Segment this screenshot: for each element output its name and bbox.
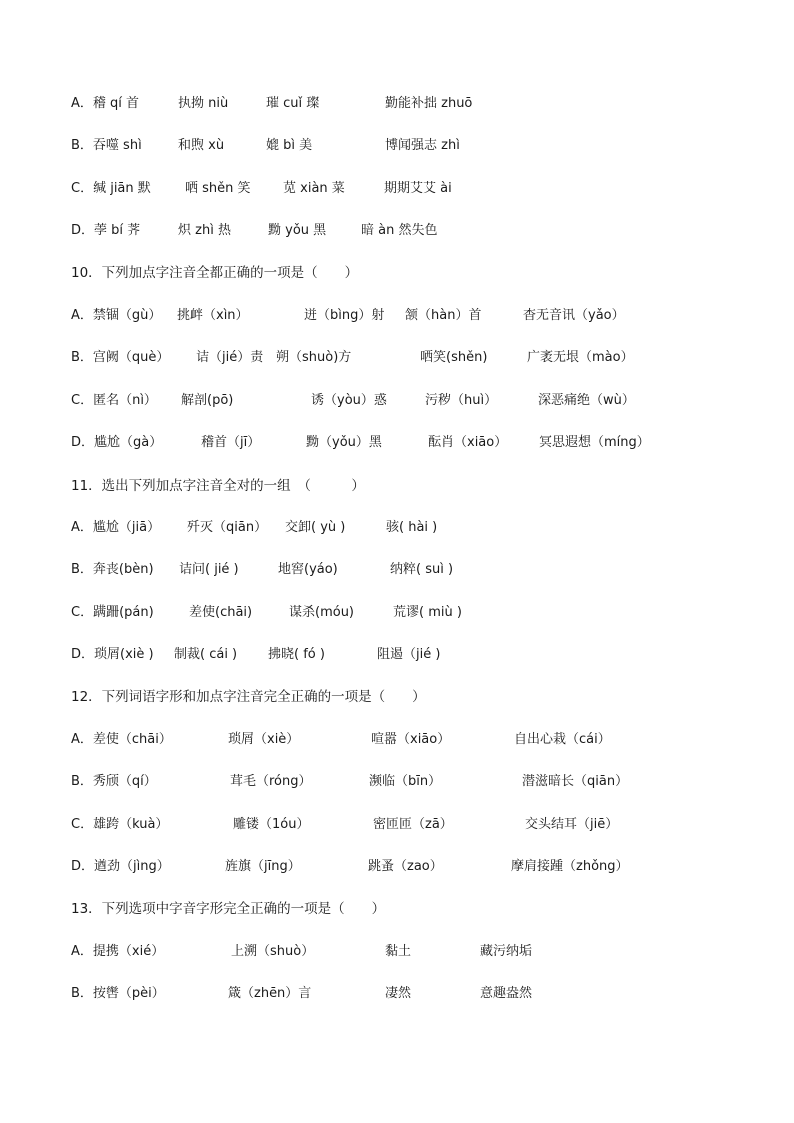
option-term: 勤能补拙 zhuō xyxy=(385,96,473,111)
option-term: 媲 bì 美 xyxy=(266,138,313,153)
option-term: 琐屑（xiè） xyxy=(228,732,300,747)
option-first-term: D．遒劲（jìng） xyxy=(71,859,170,874)
option-first-term: C．蹒跚(pán) xyxy=(71,605,154,620)
option-term: 杳无音讯（yǎo） xyxy=(523,308,625,323)
option-term: 交头结耳（jiē） xyxy=(525,817,619,832)
option-first-term: B．吞噬 shì xyxy=(71,138,142,153)
option-term: 纳粹( suì ) xyxy=(390,562,454,577)
option-term: 冥思遐想（míng） xyxy=(539,435,650,450)
option-term: 酝肖（xiāo） xyxy=(428,435,508,450)
option-term: 朔（shuò)方 xyxy=(276,350,352,365)
option-term: 诘问( jié ) xyxy=(179,562,239,577)
option-term: 上溯（shuò） xyxy=(231,944,315,959)
option-first-term: A．稽 qí 首 xyxy=(71,96,140,111)
option-term: 交卸( yù ) xyxy=(285,520,346,535)
option-term: 意趣盎然 xyxy=(480,986,533,1001)
option-term: 深恶痛绝（wù） xyxy=(538,393,635,408)
option-first-term: C．缄 jiān 默 xyxy=(71,181,151,196)
option-term: 濒临（bīn） xyxy=(369,774,442,789)
question-stem: 13．下列选项中字音字形完全正确的一项是（ ） xyxy=(71,901,386,917)
question-stem: 10．下列加点字注音全都正确的一项是（ ） xyxy=(71,265,359,281)
option-term: 荒谬( miù ) xyxy=(393,605,462,620)
question-stem: 12．下列词语字形和加点字注音完全正确的一项是（ ） xyxy=(71,689,426,705)
option-first-term: B．秀颀（qí） xyxy=(71,774,157,789)
option-term: 旌旗（jīng） xyxy=(225,859,301,874)
option-term: 凄然 xyxy=(385,986,412,1001)
option-term: 稽首（jī） xyxy=(201,435,261,450)
option-term: 诱（yòu）惑 xyxy=(311,393,387,408)
option-first-term: D．琐屑(xiè ) xyxy=(71,647,154,662)
option-term: 哂 shěn 笑 xyxy=(185,181,251,196)
option-term: 潜滋暗长（qiān） xyxy=(522,774,629,789)
option-term: 期期艾艾 ài xyxy=(384,181,452,196)
option-term: 茸毛（róng） xyxy=(230,774,312,789)
option-term: 黝（yǒu）黑 xyxy=(306,435,382,450)
option-term: 执拗 niù xyxy=(178,96,229,111)
option-term: 黝 yǒu 黑 xyxy=(268,223,327,238)
option-first-term: C．匿名（nì） xyxy=(71,393,157,408)
option-first-term: D．尴尬（gà） xyxy=(71,435,163,450)
option-term: 雕镂（1óu） xyxy=(233,817,310,832)
option-term: 广袤无垠（mào） xyxy=(527,350,634,365)
option-term: 箴（zhēn）言 xyxy=(228,986,312,1001)
option-term: 苋 xiàn 菜 xyxy=(283,181,345,196)
option-first-term: A．禁锢（gù） xyxy=(71,308,162,323)
option-term: 藏污纳垢 xyxy=(480,944,533,959)
option-term: 谋杀(móu) xyxy=(289,605,355,620)
option-term: 黏土 xyxy=(385,944,412,959)
option-term: 诘（jié）责 xyxy=(196,350,264,365)
option-term: 挑衅（xìn） xyxy=(177,308,249,323)
option-term: 暗 àn 然失色 xyxy=(361,223,438,238)
option-first-term: C．雄跨（kuà） xyxy=(71,817,169,832)
option-term: 哂笑(shěn) xyxy=(420,350,488,365)
option-term: 喧嚣（xiāo） xyxy=(371,732,451,747)
option-term: 骇( hài ) xyxy=(386,520,438,535)
option-term: 密匝匝（zā） xyxy=(373,817,453,832)
option-term: 歼灭（qiān） xyxy=(187,520,268,535)
option-term: 颔（hàn）首 xyxy=(405,308,482,323)
option-term: 和煦 xù xyxy=(178,138,225,153)
option-first-term: B．奔丧(bèn) xyxy=(71,562,154,577)
option-first-term: B．宫阙（què） xyxy=(71,350,170,365)
option-first-term: B．按辔（pèi） xyxy=(71,986,165,1001)
option-term: 自出心栽（cái） xyxy=(514,732,611,747)
option-term: 迸（bìng）射 xyxy=(304,308,385,323)
option-term: 摩肩接踵（zhǒng） xyxy=(511,859,629,874)
option-term: 拂晓( fó ) xyxy=(268,647,325,662)
question-stem: 11．选出下列加点字注音全对的一组 （ ） xyxy=(71,478,365,494)
option-term: 制裁( cái ) xyxy=(174,647,238,662)
option-term: 地窖(yáo) xyxy=(278,562,338,577)
option-term: 博闻强志 zhì xyxy=(385,138,460,153)
option-term: 跳蚤（zao） xyxy=(368,859,443,874)
option-first-term: A．尴尬（jiā） xyxy=(71,520,161,535)
option-term: 污秽（huì） xyxy=(425,393,498,408)
option-term: 阻遏（jié ) xyxy=(377,647,441,662)
option-term: 炽 zhì 热 xyxy=(178,223,231,238)
option-first-term: A．差使（chāi） xyxy=(71,732,172,747)
option-term: 解剖(pō) xyxy=(181,393,234,408)
option-first-term: A．提携（xié） xyxy=(71,944,165,959)
option-term: 璀 cuǐ 璨 xyxy=(266,96,320,111)
option-first-term: D．荸 bí 荠 xyxy=(71,223,141,238)
option-term: 差使(chāi) xyxy=(189,605,253,620)
